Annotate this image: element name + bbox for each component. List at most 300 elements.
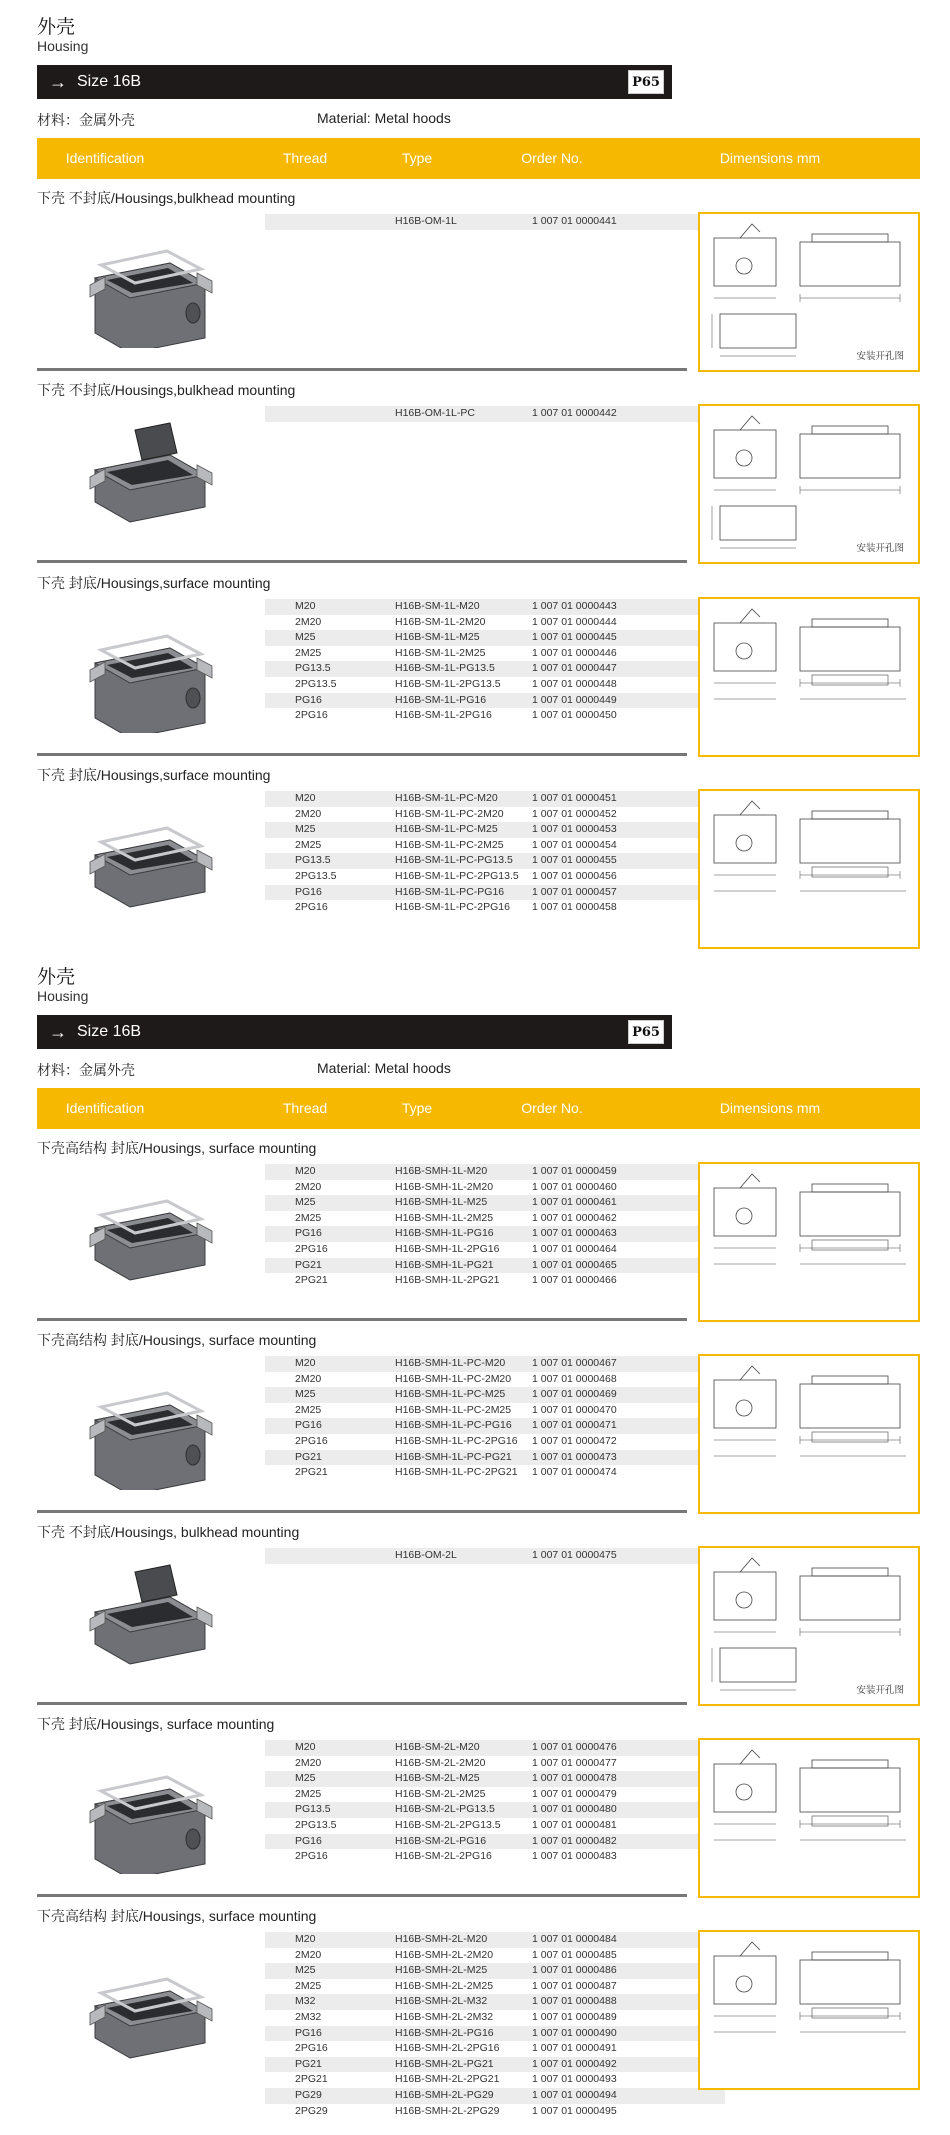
order-number-cell: 1 007 01 0000482 [532,1834,617,1847]
order-number-cell: 1 007 01 0000451 [532,792,617,804]
type-cell: H16B-SMH-1L-PC-M20 [395,1357,506,1369]
table-row[interactable] [265,885,725,901]
size-bar [37,65,672,99]
thread-cell: 2PG21 [295,1274,328,1287]
thread-cell: M32 [295,1995,316,2008]
group-title: 下壳 封底/Housings,surface mounting [37,575,271,591]
type-cell: H16B-SM-1L-PC-M25 [395,823,498,836]
group-title: 下壳 不封底/Housings,bulkhead mounting [37,190,296,206]
type-cell: H16B-SMH-1L-PC-2PG21 [395,1466,518,1479]
table-row[interactable] [265,1372,725,1388]
table-row[interactable] [265,693,725,709]
type-cell: H16B-SM-1L-PC-2PG16 [395,901,510,914]
type-cell: H16B-SMH-2L-PG16 [395,2026,494,2039]
order-number-cell: 1 007 01 0000470 [532,1403,617,1416]
product-group [37,1714,920,1898]
table-row[interactable] [265,1195,725,1211]
order-number-cell: 1 007 01 0000468 [532,1372,617,1385]
table-row[interactable] [265,1242,725,1258]
table-row[interactable] [265,214,725,230]
product-table [265,791,725,916]
order-number-cell: 1 007 01 0000450 [532,709,617,722]
order-number-cell: 1 007 01 0000494 [532,2088,617,2101]
table-row[interactable] [265,900,725,916]
table-header [37,1088,920,1129]
type-cell: H16B-SMH-2L-2M25 [395,1979,494,1992]
order-number-cell: 1 007 01 0000445 [532,631,617,644]
thread-cell: M20 [295,1741,316,1753]
thread-cell: 2M25 [295,1211,322,1224]
thread-cell: M20 [295,600,316,612]
housing-photo [75,1936,225,2086]
order-number-cell: 1 007 01 0000488 [532,1995,617,2008]
thread-cell: 2M20 [295,1180,322,1193]
thread-cell: PG13.5 [295,854,331,867]
housing-photo [75,1168,225,1298]
table-row[interactable] [265,406,725,422]
thread-cell: 2M20 [295,615,322,628]
dimension-drawing [698,789,920,949]
thread-cell: 2M32 [295,2010,322,2023]
product-table [265,1932,725,2119]
type-cell: H16B-SMH-2L-M20 [395,1933,488,1945]
thread-cell: 2PG21 [295,2073,328,2086]
type-cell: H16B-SM-2L-2PG16 [395,1850,492,1863]
table-row[interactable] [265,646,725,662]
column-header: Thread [282,1100,328,1116]
group-title: 下壳高结构 封底/Housings, surface mounting [37,1140,317,1156]
table-row[interactable] [265,1756,725,1772]
thread-cell: 2PG13.5 [295,677,337,690]
table-row[interactable] [265,1164,725,1180]
order-number-cell: 1 007 01 0000442 [532,407,617,419]
group-divider [37,560,687,563]
thread-cell: M25 [295,1196,316,1209]
order-number-cell: 1 007 01 0000466 [532,1274,617,1287]
order-number-cell: 1 007 01 0000490 [532,2026,617,2039]
thread-cell: M25 [295,631,316,644]
dimension-caption: 安装开孔图 [856,1685,904,1696]
order-number-cell: 1 007 01 0000464 [532,1242,617,1255]
type-cell: H16B-SMH-2L-PG21 [395,2057,494,2070]
housing-photo [75,1552,225,1682]
table-row[interactable] [265,630,725,646]
type-cell: H16B-SMH-1L-2PG21 [395,1274,500,1287]
thread-cell: 2PG13.5 [295,1818,337,1831]
section-title-en: Housing [37,38,89,54]
table-row[interactable] [265,615,725,631]
type-cell: H16B-SM-1L-2PG16 [395,709,492,722]
order-number-cell: 1 007 01 0000491 [532,2042,617,2055]
product-group [37,1522,920,1706]
table-row[interactable] [265,661,725,677]
product-group [37,573,920,757]
thread-cell: 2M25 [295,838,322,851]
order-number-cell: 1 007 01 0000469 [532,1388,617,1401]
type-cell: H16B-SM-2L-2PG13.5 [395,1818,501,1831]
type-cell: H16B-SMH-2L-2PG29 [395,2104,500,2117]
order-number-cell: 1 007 01 0000495 [532,2104,617,2117]
thread-cell: 2PG21 [295,1466,328,1479]
table-row[interactable] [265,2010,725,2026]
order-number-cell: 1 007 01 0000460 [532,1180,617,1193]
type-cell: H16B-SM-1L-PC-2PG13.5 [395,869,519,882]
table-row[interactable] [265,1418,725,1434]
order-number-cell: 1 007 01 0000459 [532,1165,617,1177]
product-table [265,1356,725,1481]
table-row[interactable] [265,1740,725,1756]
group-title: 下壳高结构 封底/Housings, surface mounting [37,1908,317,1924]
column-header: Type [401,150,433,166]
table-row[interactable] [265,1356,725,1372]
dimension-drawing [698,1546,920,1706]
ip-rating-badge: P65 [628,1020,664,1044]
type-cell: H16B-SMH-2L-M32 [395,1995,488,2008]
housing-photo [75,795,225,925]
order-number-cell: 1 007 01 0000461 [532,1196,617,1209]
thread-cell: M20 [295,1933,316,1945]
housing-photo [75,1360,225,1490]
type-cell: H16B-SM-1L-PG16 [395,693,487,706]
thread-cell: M20 [295,1357,316,1369]
type-cell: H16B-SMH-1L-PC-2M25 [395,1403,512,1416]
order-number-cell: 1 007 01 0000480 [532,1803,617,1816]
type-cell: H16B-SMH-1L-2PG16 [395,1242,500,1255]
type-cell: H16B-SMH-1L-PC-PG21 [395,1450,512,1463]
table-row[interactable] [265,677,725,693]
table-row[interactable] [265,838,725,854]
order-number-cell: 1 007 01 0000449 [532,693,617,706]
thread-cell: M20 [295,1165,316,1177]
thread-cell: PG16 [295,1834,322,1847]
table-row[interactable] [265,1180,725,1196]
thread-cell: PG16 [295,1419,322,1432]
table-row[interactable] [265,822,725,838]
thread-cell: PG16 [295,693,322,706]
order-number-cell: 1 007 01 0000462 [532,1211,617,1224]
table-row[interactable] [265,791,725,807]
thread-cell: PG21 [295,1450,322,1463]
thread-cell: 2M20 [295,1756,322,1769]
dimension-caption: 安装开孔图 [856,543,904,554]
thread-cell: 2PG29 [295,2104,328,2117]
type-cell: H16B-SMH-1L-PG16 [395,1227,494,1240]
group-title: 下壳 不封底/Housings,bulkhead mounting [37,382,296,398]
table-row[interactable] [265,1802,725,1818]
table-row[interactable] [265,1818,725,1834]
product-table [265,1740,725,1865]
column-header: Thread [282,150,328,166]
product-group [37,1330,920,1514]
type-cell: H16B-SMH-2L-2M32 [395,2010,494,2023]
housing-photo [75,218,225,348]
type-cell: H16B-SMH-1L-M20 [395,1165,488,1177]
type-cell: H16B-SMH-1L-2M25 [395,1211,494,1224]
order-number-cell: 1 007 01 0000471 [532,1419,617,1432]
table-row[interactable] [265,1849,725,1865]
order-number-cell: 1 007 01 0000452 [532,807,617,820]
dimension-caption: 安装开孔图 [856,351,904,362]
table-header [37,138,920,179]
type-cell: H16B-SM-2L-M20 [395,1741,480,1753]
type-cell: H16B-SM-1L-2M20 [395,615,486,628]
order-number-cell: 1 007 01 0000444 [532,615,617,628]
order-number-cell: 1 007 01 0000474 [532,1466,617,1479]
section-title-cn: 外壳 [37,966,76,988]
thread-cell: M25 [295,823,316,836]
table-row[interactable] [265,2026,725,2042]
type-cell: H16B-SMH-1L-PC-M25 [395,1388,506,1401]
group-divider [37,753,687,756]
order-number-cell: 1 007 01 0000478 [532,1772,617,1785]
group-divider [37,1318,687,1321]
thread-cell: PG16 [295,2026,322,2039]
type-cell: H16B-SMH-1L-PC-2PG16 [395,1434,518,1447]
order-number-cell: 1 007 01 0000477 [532,1756,617,1769]
material-en: Material: Metal hoods [317,1060,451,1076]
order-number-cell: 1 007 01 0000489 [532,2010,617,2023]
product-group [37,188,920,372]
table-row[interactable] [265,1932,725,1948]
order-number-cell: 1 007 01 0000475 [532,1549,617,1561]
type-cell: H16B-SMH-1L-M25 [395,1196,488,1209]
table-row[interactable] [265,2104,725,2120]
thread-cell: PG21 [295,1258,322,1271]
order-number-cell: 1 007 01 0000485 [532,1948,617,1961]
column-header: Order No. [521,150,583,166]
table-row[interactable] [265,1211,725,1227]
product-table [265,1164,725,1289]
order-number-cell: 1 007 01 0000458 [532,901,617,914]
order-number-cell: 1 007 01 0000457 [532,885,617,898]
table-row[interactable] [265,1948,725,1964]
type-cell: H16B-SM-1L-PC-2M20 [395,807,504,820]
thread-cell: 2PG16 [295,1242,328,1255]
order-number-cell: 1 007 01 0000447 [532,662,617,675]
thread-cell: M25 [295,1388,316,1401]
housing-photo [75,603,225,733]
thread-cell: 2M25 [295,1787,322,1800]
thread-cell: PG16 [295,1227,322,1240]
thread-cell: 2M20 [295,1948,322,1961]
thread-cell: 2M20 [295,807,322,820]
table-row[interactable] [265,1963,725,1979]
type-cell: H16B-SM-1L-M20 [395,600,480,612]
housing-photo [75,410,225,540]
thread-cell: PG29 [295,2088,322,2101]
table-row[interactable] [265,2088,725,2104]
type-cell: H16B-SM-1L-PG13.5 [395,662,495,675]
product-table [265,599,725,724]
thread-cell: PG13.5 [295,1803,331,1816]
type-cell: H16B-SM-2L-2M20 [395,1756,486,1769]
table-row[interactable] [265,869,725,885]
order-number-cell: 1 007 01 0000467 [532,1357,617,1369]
dimension-drawing [698,597,920,757]
section-title-en: Housing [37,988,89,1004]
order-number-cell: 1 007 01 0000455 [532,854,617,867]
table-row[interactable] [265,599,725,615]
type-cell: H16B-SMH-2L-2PG16 [395,2042,500,2055]
size-label: Size 16B [77,73,142,90]
thread-cell: 2PG16 [295,1434,328,1447]
arrow-right-icon: → [49,1021,67,1042]
group-divider [37,1894,687,1897]
thread-cell: 2PG16 [295,709,328,722]
order-number-cell: 1 007 01 0000448 [532,677,617,690]
dimension-drawing [698,1738,920,1898]
column-header: Identification [65,150,145,166]
thread-cell: M20 [295,792,316,804]
group-title: 下壳 不封底/Housings, bulkhead mounting [37,1524,300,1540]
dimension-drawing [698,212,920,372]
table-row[interactable] [265,1258,725,1274]
group-divider [37,1702,687,1705]
thread-cell: PG16 [295,885,322,898]
table-row[interactable] [265,1994,725,2010]
size-bar [37,1015,672,1049]
type-cell: H16B-SM-1L-PC-2M25 [395,838,504,851]
thread-cell: 2PG16 [295,1850,328,1863]
dimension-drawing [698,1162,920,1322]
thread-cell: 2PG16 [295,2042,328,2055]
material-cn: 材料：金属外壳 [37,1062,135,1078]
dimension-drawing [698,404,920,564]
group-divider [37,368,687,371]
arrow-right-icon: → [49,71,67,92]
table-row[interactable] [265,1787,725,1803]
table-row[interactable] [265,708,725,724]
table-row[interactable] [265,1771,725,1787]
type-cell: H16B-SM-1L-M25 [395,631,480,644]
dimension-drawing [698,1354,920,1514]
product-table [265,406,725,422]
order-number-cell: 1 007 01 0000441 [532,215,617,227]
dimension-drawing [698,1930,920,2090]
thread-cell: M25 [295,1772,316,1785]
table-row[interactable] [265,1450,725,1466]
column-header: Order No. [521,1100,583,1116]
order-number-cell: 1 007 01 0000487 [532,1979,617,1992]
product-group [37,1906,920,2117]
table-row[interactable] [265,1465,725,1481]
table-row[interactable] [265,2072,725,2088]
table-row[interactable] [265,1548,725,1564]
material-line [37,110,451,130]
material-en: Material: Metal hoods [317,110,451,126]
table-row[interactable] [265,2041,725,2057]
size-label: Size 16B [77,1023,142,1040]
order-number-cell: 1 007 01 0000454 [532,838,617,851]
thread-cell: 2M25 [295,1403,322,1416]
type-cell: H16B-SMH-1L-PG21 [395,1258,494,1271]
product-group [37,765,920,953]
order-number-cell: 1 007 01 0000481 [532,1818,617,1831]
thread-cell: 2M25 [295,1979,322,1992]
order-number-cell: 1 007 01 0000456 [532,869,617,882]
table-row[interactable] [265,1403,725,1419]
thread-cell: M25 [295,1964,316,1977]
order-number-cell: 1 007 01 0000446 [532,646,617,659]
section-title-cn: 外壳 [37,16,76,38]
table-row[interactable] [265,1434,725,1450]
order-number-cell: 1 007 01 0000492 [532,2057,617,2070]
type-cell: H16B-SMH-1L-PC-PG16 [395,1419,512,1432]
table-row[interactable] [265,2057,725,2073]
table-row[interactable] [265,1387,725,1403]
group-divider [37,1510,687,1513]
thread-cell: 2PG16 [295,901,328,914]
group-title: 下壳高结构 封底/Housings, surface mounting [37,1332,317,1348]
type-cell: H16B-SM-2L-PG16 [395,1834,487,1847]
column-header: Identification [65,1100,145,1116]
type-cell: H16B-SM-2L-PG13.5 [395,1803,495,1816]
product-group [37,380,920,564]
thread-cell: PG13.5 [295,662,331,675]
order-number-cell: 1 007 01 0000472 [532,1434,617,1447]
table-row[interactable] [265,1834,725,1850]
thread-cell: 2PG13.5 [295,869,337,882]
type-cell: H16B-SM-2L-M25 [395,1772,480,1785]
product-table [265,214,725,230]
type-cell: H16B-SMH-2L-2M20 [395,1948,494,1961]
type-cell: H16B-SM-1L-PC-M20 [395,792,498,804]
column-header: Type [401,1100,433,1116]
thread-cell: PG21 [295,2057,322,2070]
type-cell: H16B-OM-1L [395,215,457,227]
type-cell: H16B-OM-2L [395,1549,457,1561]
column-header: Dimensions mm [719,150,821,166]
type-cell: H16B-SMH-2L-2PG21 [395,2073,500,2086]
group-title: 下壳 封底/Housings,surface mounting [37,767,271,783]
thread-cell: 2M25 [295,646,322,659]
type-cell: H16B-SMH-2L-M25 [395,1964,488,1977]
order-number-cell: 1 007 01 0000484 [532,1933,617,1945]
housing-photo [75,1744,225,1874]
order-number-cell: 1 007 01 0000473 [532,1450,617,1463]
order-number-cell: 1 007 01 0000463 [532,1227,617,1240]
table-row[interactable] [265,807,725,823]
table-row[interactable] [265,1226,725,1242]
product-table [265,1548,725,1564]
type-cell: H16B-SMH-1L-2M20 [395,1180,494,1193]
order-number-cell: 1 007 01 0000476 [532,1741,617,1753]
table-row[interactable] [265,853,725,869]
type-cell: H16B-OM-1L-PC [395,407,475,419]
table-row[interactable] [265,1979,725,1995]
order-number-cell: 1 007 01 0000479 [532,1787,617,1800]
order-number-cell: 1 007 01 0000486 [532,1964,617,1977]
ip-rating-badge: P65 [628,70,664,94]
type-cell: H16B-SM-2L-2M25 [395,1787,486,1800]
order-number-cell: 1 007 01 0000443 [532,600,617,612]
order-number-cell: 1 007 01 0000453 [532,823,617,836]
type-cell: H16B-SM-1L-PC-PG13.5 [395,854,513,867]
type-cell: H16B-SM-1L-2PG13.5 [395,677,501,690]
group-title: 下壳 封底/Housings, surface mounting [37,1716,275,1732]
type-cell: H16B-SMH-2L-PG29 [395,2088,494,2101]
type-cell: H16B-SM-1L-PC-PG16 [395,885,505,898]
order-number-cell: 1 007 01 0000493 [532,2073,617,2086]
column-header: Dimensions mm [719,1100,821,1116]
type-cell: H16B-SMH-1L-PC-2M20 [395,1372,512,1385]
material-cn: 材料：金属外壳 [37,112,135,128]
table-row[interactable] [265,1273,725,1289]
type-cell: H16B-SM-1L-2M25 [395,646,486,659]
order-number-cell: 1 007 01 0000465 [532,1258,617,1271]
material-line [37,1060,451,1080]
order-number-cell: 1 007 01 0000483 [532,1850,617,1863]
